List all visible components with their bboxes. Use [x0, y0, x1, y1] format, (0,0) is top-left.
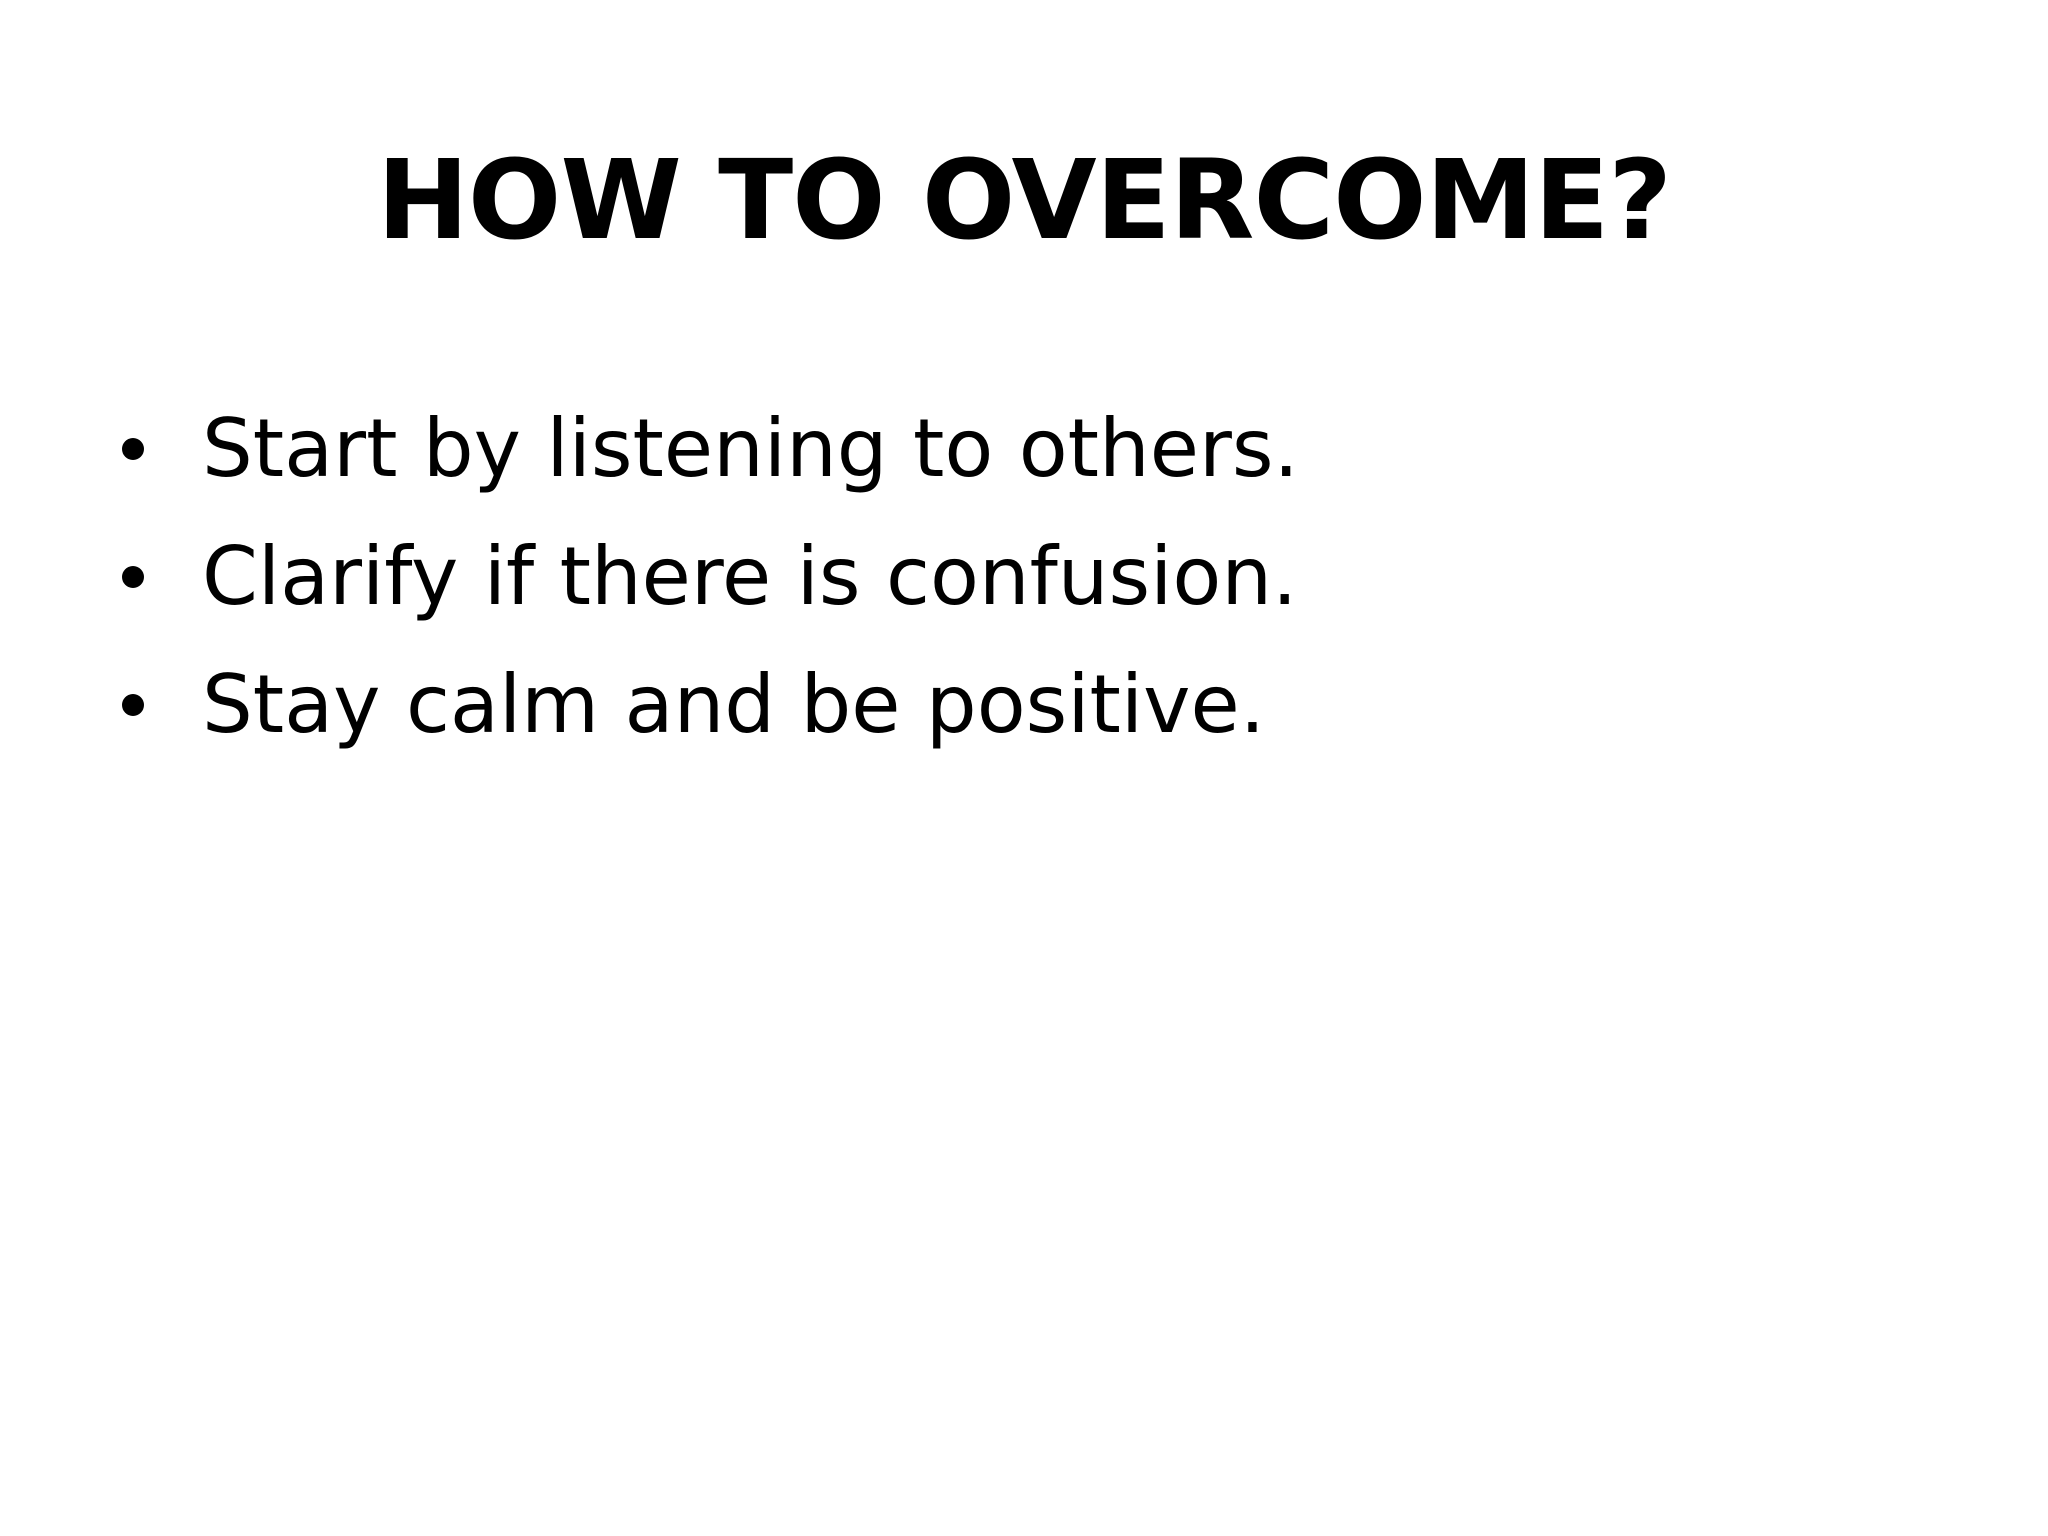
- bullet-text: Stay calm and be positive.: [202, 658, 1266, 751]
- list-item: [122, 641, 1972, 769]
- bullet-list: [122, 385, 1972, 769]
- bullet-icon: [122, 566, 144, 588]
- list-item: [122, 513, 1972, 641]
- list-item: [122, 385, 1972, 513]
- bullet-text: Start by listening to others.: [202, 402, 1299, 495]
- bullet-icon: [122, 694, 144, 716]
- bullet-icon: [122, 438, 144, 460]
- slide-title: HOW TO OVERCOME?: [376, 136, 1672, 264]
- bullet-text: Clarify if there is confusion.: [202, 530, 1298, 623]
